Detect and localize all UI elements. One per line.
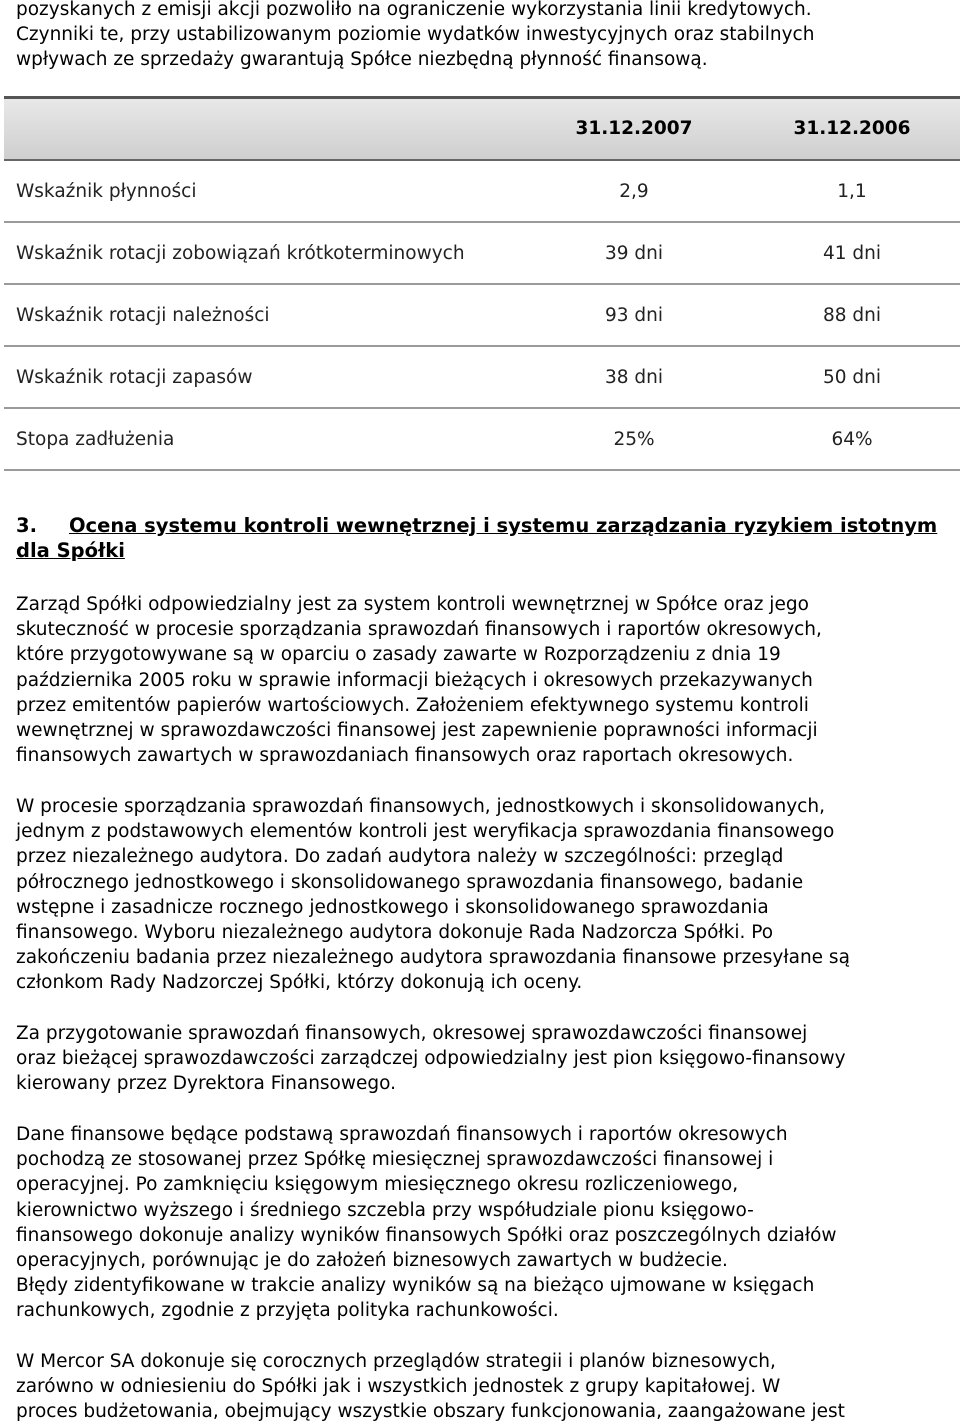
value-2007: 25% [613,429,655,450]
table-row [4,409,960,471]
body-paragraph: W Mercor SA dokonuje się corocznych przeglądów strategii i planów biznesowych, zarówno w odniesieniu do Spółki jak i wszystkich jednostek z grupy kapitałowej. W proces budżetowania, obejmujący wszystkie obszary funkcjonowania, zaangażowane jest [16,1351,845,1423]
value-2007: 93 dni [604,305,664,326]
value-2006: 41 dni [822,243,882,264]
section-title: Ocena systemu kontroli wewnętrznej i systemu zarządzania ryzykiem istotnym dla Spółki [16,514,938,562]
row-label: Wskaźnik rotacji należności [16,305,270,326]
value-2007: 2,9 [619,181,649,202]
body-paragraph: Za przygotowanie sprawozdań finansowych, okresowej sprawozdawczości finansowej oraz bieżącej sprawozdawczości zarządczej odpowiedzialny jest pion księgowo-finansowy kierowany przez Dyrektora Finansowego. [16,1023,846,1095]
row-label: Stopa zadłużenia [16,429,175,450]
body-paragraph: W procesie sporządzania sprawozdań finansowych, jednostkowych i skonsolidowanych, jednym z podstawowych elementów kontroli jest weryfikacja sprawozdania finansowego przez niezależnego audytora. Do zadań audytora należy w szczególności: przegląd półrocznego jednostkowego i skonsolidowanego sprawozdania finansowego, badanie wstępne i zasadnicze rocznego jednostkowego i skonsolidowanego sprawozdania finansowego. Wyboru niezależnego audytora dokonuje Rada Nadzorcza Spółki. Po zakończeniu badania przez niezależnego audytora sprawozdania finansowe przesyłane są członkom Rady Nadzorczej Spółki, którzy dokonują ich oceny. [16,796,850,994]
liquidity-table [4,96,960,471]
table-row [4,285,960,347]
value-2006: 50 dni [822,367,882,388]
value-2006: 88 dni [822,305,882,326]
value-2006: 64% [831,429,873,450]
body-paragraph: Dane finansowe będące podstawą sprawozdań finansowych i raportów okresowych pochodzą ze stosowanej przez Spółkę miesięcznej sprawozdawczości finansowej i operacyjnej. Po zamknięciu księgowym miesięcznego okresu rozliczeniowego, kierownictwo wyższego i średniego szczebla przy współudziale pionu księgowo- finansowego dokonuje analizy wyników finansowych Spółki oraz poszczególnych działów operacyjnych, porównując je do założeń biznesowych zawartych w budżecie. Błędy zidentyfikowane w trakcie analizy wyników są na bieżąco ujmowane w księgach rachunkowych, zgodnie z przyjęta polityka rachunkowości. [16,1124,837,1322]
header-2006: 31.12.2006 [793,118,911,139]
section-heading [16,513,956,563]
row-label: Wskaźnik płynności [16,181,197,202]
section-number: 3. [16,514,37,537]
value-2006: 1,1 [837,181,867,202]
header-2007: 31.12.2007 [575,118,693,139]
body-paragraph: Zarząd Spółki odpowiedzialny jest za system kontroli wewnętrznej w Spółce oraz jego skuteczność w procesie sporządzania sprawozdań finansowych i raportów okresowych, które przygotowywane są w oparciu o zasady zawarte w Rozporządzeniu z dnia 19 października 2005 roku w sprawie informacji bieżących i okresowych przekazywanych przez emitentów papierów wartościowych. Założeniem efektywnego systemu kontroli wewnętrznej w sprawozdawczości finansowej jest zapewnienie poprawności informacji finansowych zawartych w sprawozdaniach finansowych oraz raportach okresowych. [16,594,822,767]
row-label: Wskaźnik rotacji zobowiązań krótkoterminowych [16,243,465,264]
table-header [4,99,960,161]
table-row [4,347,960,409]
intro-paragraph: pozyskanych z emisji akcji pozwoliło na ograniczenie wykorzystania linii kredytowych. Czynniki te, przy ustabilizowanym poziomie wydatków inwestycyjnych oraz stabilnych wpływach ze sprzedaży gwarantują Spółce niezbędną płynność finansową. [16,0,815,71]
table-row [4,161,960,223]
value-2007: 39 dni [604,243,664,264]
value-2007: 38 dni [604,367,664,388]
row-label: Wskaźnik rotacji zapasów [16,367,253,388]
table-row [4,223,960,285]
